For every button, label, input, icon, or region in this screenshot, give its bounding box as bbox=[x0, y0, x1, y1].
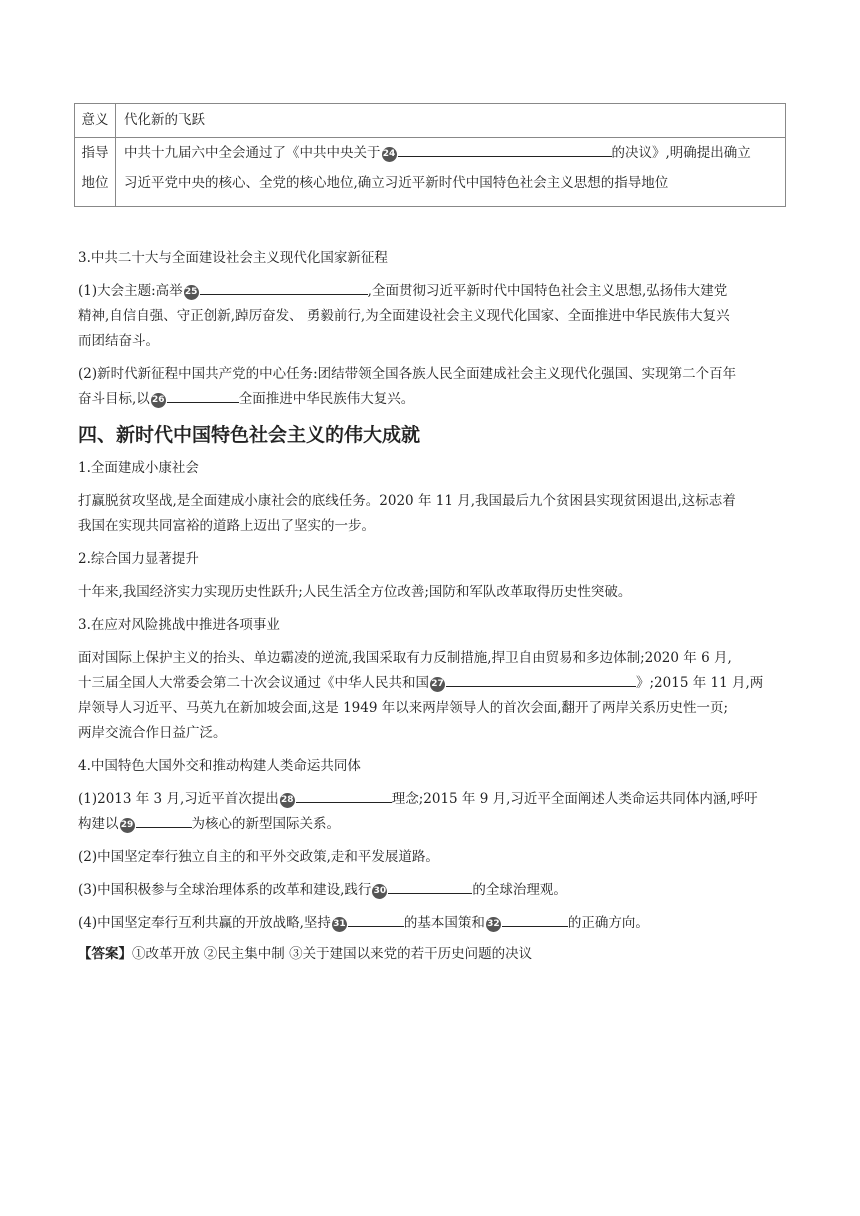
section-heading: 四、新时代中国特色社会主义的伟大成就 bbox=[78, 424, 421, 446]
text-segment: 习近平党中央的核心、全党的核心地位,确立习近平新时代中国特色社会主义思想的指导地位 bbox=[124, 175, 669, 191]
text-segment: 岸领导人习近平、马英九在新加坡会面,这是 1949 年以来两岸领导人的首次会面,翻开了两岸关系历史性一页; bbox=[78, 700, 729, 716]
paragraph bbox=[78, 489, 790, 539]
circled-number-badge: 26 bbox=[151, 393, 166, 408]
circled-number-badge: 24 bbox=[382, 147, 397, 162]
section-title: 3.中共二十大与全面建设社会主义现代化国家新征程 bbox=[78, 250, 388, 266]
answer-label: 【答案】 bbox=[78, 946, 132, 962]
paragraph bbox=[78, 878, 790, 903]
circled-number-badge: 32 bbox=[486, 917, 501, 932]
text-segment: 的全球治理观。 bbox=[472, 882, 567, 898]
text-segment: 打赢脱贫攻坚战,是全面建成小康社会的底线任务。2020 年 11 月,我国最后九个贫困县实现贫困退出,这标志着 bbox=[78, 493, 736, 509]
subsection-title: 1.全面建成小康社会 bbox=[78, 460, 199, 476]
text-segment: 构建以 bbox=[78, 816, 119, 832]
row-label bbox=[75, 138, 116, 207]
subsection-title: 2.综合国力显著提升 bbox=[78, 551, 199, 567]
row-content: 代化新的飞跃 bbox=[116, 104, 786, 138]
text-segment: 的决议》,明确提出确立 bbox=[611, 145, 751, 161]
fill-blank[interactable] bbox=[388, 879, 472, 894]
subsection-title: 4.中国特色大国外交和推动构建人类命运共同体 bbox=[78, 758, 361, 774]
row-label: 意义 bbox=[75, 104, 116, 138]
fill-blank[interactable] bbox=[167, 388, 239, 403]
paragraph bbox=[78, 646, 790, 746]
text-segment: ,全面贯彻习近平新时代中国特色社会主义思想,弘扬伟大建党 bbox=[367, 283, 728, 299]
row-content bbox=[116, 138, 786, 207]
text-segment: (1)2013 年 3 月,习近平首次提出 bbox=[78, 791, 279, 807]
info-table bbox=[74, 103, 786, 207]
table-row bbox=[75, 138, 786, 207]
text-segment: 奋斗目标,以 bbox=[78, 391, 150, 407]
fill-blank[interactable] bbox=[502, 912, 568, 927]
text-segment: (3)中国积极参与全球治理体系的改革和建设,践行 bbox=[78, 882, 372, 898]
paragraph bbox=[78, 787, 790, 837]
text-segment: 全面推进中华民族伟大复兴。 bbox=[238, 391, 415, 407]
paragraph bbox=[78, 362, 790, 412]
fill-blank[interactable] bbox=[200, 280, 368, 295]
text-segment: 我国在实现共同富裕的道路上迈出了坚实的一步。 bbox=[78, 518, 375, 534]
circled-number-badge: 31 bbox=[332, 917, 347, 932]
text-segment: (2)新时代新征程中国共产党的中心任务:团结带领全国各族人民全面建成社会主义现代化强国、实现第二个百年 bbox=[78, 366, 737, 382]
text-segment: 两岸交流合作日益广泛。 bbox=[78, 725, 227, 741]
row-label-part: 指导 bbox=[81, 145, 109, 161]
circled-number-badge: 25 bbox=[184, 285, 199, 300]
fill-blank[interactable] bbox=[446, 672, 636, 687]
text-segment: 精神,自信自强、守正创新,踔厉奋发、 勇毅前行,为全面建设社会主义现代化国家、全面推进中华民族伟大复兴 bbox=[78, 308, 730, 324]
subsection-title: 3.在应对风险挑战中推进各项事业 bbox=[78, 617, 280, 633]
text-segment: 为核心的新型国际关系。 bbox=[191, 816, 340, 832]
circled-number-badge: 30 bbox=[372, 884, 387, 899]
paragraph bbox=[78, 911, 790, 936]
row-label-part: 地位 bbox=[81, 175, 109, 191]
answer-line bbox=[78, 942, 790, 967]
text-segment: 》;2015 年 11 月,两 bbox=[636, 675, 764, 691]
answer-text: ①改革开放 ②民主集中制 ③关于建国以来党的若干历史问题的决议 bbox=[132, 946, 533, 962]
circled-number-badge: 28 bbox=[280, 793, 295, 808]
paragraph: 十年来,我国经济实力实现历史性跃升;人民生活全方位改善;国防和军队改革取得历史性突破。 bbox=[78, 584, 632, 600]
main-content bbox=[78, 246, 790, 967]
fill-blank[interactable] bbox=[296, 788, 392, 803]
text-segment: 的正确方向。 bbox=[567, 915, 649, 931]
paragraph bbox=[78, 279, 790, 354]
text-segment: 中共十九届六中全会通过了《中共中央关于 bbox=[124, 145, 381, 161]
paragraph: (2)中国坚定奉行独立自主的和平外交政策,走和平发展道路。 bbox=[78, 849, 439, 865]
circled-number-badge: 27 bbox=[430, 677, 445, 692]
fill-blank[interactable] bbox=[348, 912, 404, 927]
fill-blank[interactable] bbox=[398, 142, 612, 157]
fill-blank[interactable] bbox=[136, 813, 192, 828]
text-segment: 而团结奋斗。 bbox=[78, 333, 159, 349]
text-segment: 的基本国策和 bbox=[403, 915, 485, 931]
text-segment: 十三届全国人大常委会第二十次会议通过《中华人民共和国 bbox=[78, 675, 429, 691]
text-segment: 理念;2015 年 9 月,习近平全面阐述人类命运共同体内涵,呼吁 bbox=[391, 791, 758, 807]
table-row bbox=[75, 104, 786, 138]
text-segment: (4)中国坚定奉行互利共赢的开放战略,坚持 bbox=[78, 915, 331, 931]
text-segment: (1)大会主题:高举 bbox=[78, 283, 183, 299]
circled-number-badge: 29 bbox=[120, 818, 135, 833]
text-segment: 面对国际上保护主义的抬头、单边霸凌的逆流,我国采取有力反制措施,捍卫自由贸易和多边体制;2020 年 6 月, bbox=[78, 650, 732, 666]
